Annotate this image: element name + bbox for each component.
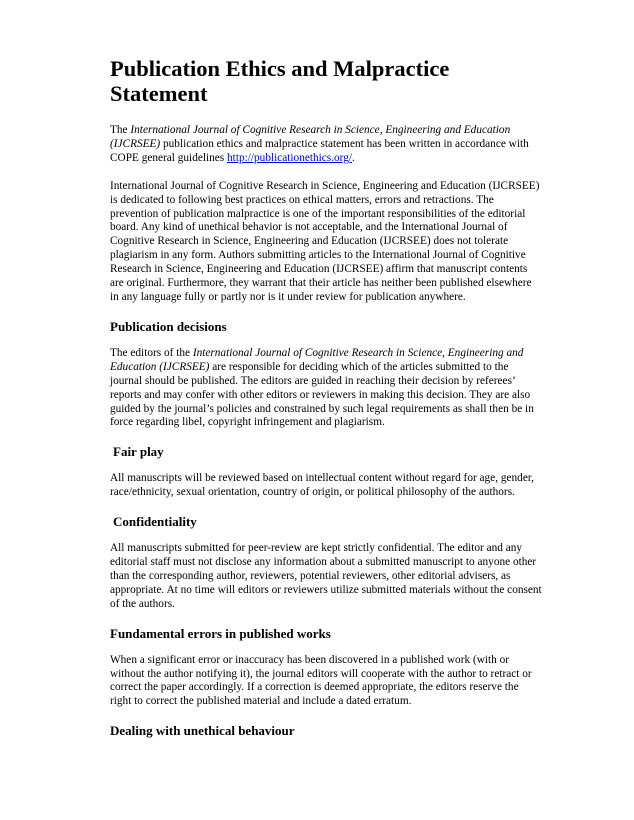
intro-paragraph bbox=[110, 124, 542, 166]
heading-unethical-behaviour: Dealing with unethical behaviour bbox=[110, 723, 295, 739]
heading-fundamental-errors: Fundamental errors in published works bbox=[110, 625, 331, 641]
publication-decisions-rest: are responsible for deciding which of the articles submitted to the journal should be published. The editors are guided in reaching their decision by referees’ reports and may confer with other editors or reviewers in making this decision. They are also guided by the journal’s policies and constrained by such legal requirements as shall then be in force regarding libel, copyright infringement and plagiarism. bbox=[110, 360, 534, 429]
heading-confidentiality: Confidentiality bbox=[113, 514, 197, 530]
page-title: Publication Ethics and Malpractice Statement bbox=[110, 56, 450, 106]
intro-middle: publication ethics and malpractice statement has been written in accordance with COPE general guidelines bbox=[110, 137, 529, 164]
intro-suffix: . bbox=[352, 151, 355, 164]
heading-publication-decisions: Publication decisions bbox=[110, 318, 227, 334]
publication-decisions-journal-name: International Journal of Cognitive Research in Science, Engineering and Education (IJCRSEE) bbox=[110, 346, 524, 373]
fundamental-errors-paragraph: When a significant error or inaccuracy has been discovered in a published work (with or without the author notifying it), the journal editors will cooperate with the author to retract or correct the paper accordingly. If a correction is deemed appropriate, the editors reserve the right to correct the published material and include a dated erratum. bbox=[110, 653, 532, 708]
intro-prefix: The bbox=[110, 124, 131, 136]
confidentiality-paragraph: All manuscripts submitted for peer-review are kept strictly confidential. The editor and any editorial staff must not disclose any information about a submitted manuscript to anyone other than the corresponding author, reviewers, potential reviewers, other editorial advisers, as appropriate. At no time will editors or reviewers utilize submitted materials without the consent of the authors. bbox=[110, 542, 542, 610]
intro-journal-name: International Journal of Cognitive Research in Science, Engineering and Education (IJCRSEE) bbox=[110, 124, 511, 150]
publication-decisions-paragraph bbox=[110, 347, 542, 430]
publicationethics-link[interactable]: http://publicationethics.org/ bbox=[227, 151, 353, 164]
fair-play-paragraph: All manuscripts will be reviewed based on intellectual content without regard for age, gender, race/ethnicity, sexual orientation, country of origin, or political philosophy of the authors. bbox=[110, 472, 534, 499]
publication-decisions-prefix: The editors of the bbox=[110, 346, 193, 359]
heading-fair-play: Fair play bbox=[113, 444, 164, 460]
document-page bbox=[110, 56, 542, 751]
dedication-paragraph: International Journal of Cognitive Research in Science, Engineering and Education (IJCRSEE) is dedicated to following best practices on ethical matters, errors and retractions. The prevention of publication malpractice is one of the important responsibilities of the editorial board. Any kind of unethical behavior is not acceptable, and the International Journal of Cognitive Research in Science, Engineering and Education (IJCRSEE) does not tolerate plagiarism in any form. Authors submitting articles to the International Journal of Cognitive Research in Science, Engineering and Education (IJCRSEE) affirm that manuscript contents are original. Furthermore, they warrant that their article has neither been published elsewhere in any language fully or partly nor is it under review for publication anywhere. bbox=[110, 179, 540, 303]
